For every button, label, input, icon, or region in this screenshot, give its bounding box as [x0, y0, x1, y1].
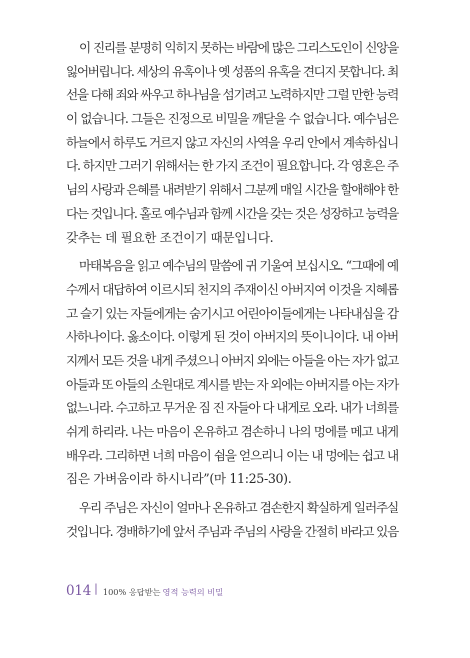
paragraph-3	[66, 496, 398, 543]
paragraph-2	[66, 254, 398, 491]
body-text	[66, 36, 398, 543]
text-line: 고 슬기 있는 자들에게는 숨기시고 어린아이들에게는 나타내심을 감	[66, 305, 398, 321]
text-line: 수께서 대답하여 이르시되 천지의 주재이신 아버지여 이것을 지혜롭	[66, 281, 398, 297]
text-line: 우리 주님은 자신이 얼마나 온유하고 겸손한지 확실하게 일러주실	[79, 500, 398, 516]
text-line: 님의 사랑과 은혜를 내려받기 위해서 그분께 매일 시간을 할애해야 한	[66, 182, 398, 198]
paragraph-1	[66, 36, 398, 249]
text-line: 선을 다해 죄와 싸우고 하나님을 섬기려고 노력하지만 그럴 만한 능력	[66, 87, 398, 103]
text-line: 하늘에서 하루도 거르지 않고 자신의 사역을 우리 안에서 계속하십니	[66, 134, 398, 150]
text-line: 쉬게 하리라. 나는 마음이 온유하고 겸손하니 나의 멍에를 메고 내게	[66, 424, 398, 439]
text-line: 없느니라. 수고하고 무거운 짐 진 자들아 다 내게로 오라. 내가 너희를	[66, 400, 398, 416]
text-line: 이 없습니다. 그들은 진정으로 비밀을 깨닫을 수 없습니다. 예수님은	[66, 111, 398, 127]
text-line: 지께서 모든 것을 내게 주셨으니 아버지 외에는 아들을 아는 자가 없고	[66, 352, 398, 368]
text-line: 마태복음을 읽고 예수님의 말씀에 귀 기울여 보십시오. “그때에 예	[79, 258, 398, 274]
text-line: 이 진리를 분명히 익히지 못하는 바람에 많은 그리스도인이 신앙을	[79, 40, 398, 55]
text-line: 사하나이다. 옳소이다. 이렇게 된 것이 아버지의 뜻이니이다. 내 아버	[66, 329, 398, 345]
text-line: 다는 것입니다. 홀로 예수님과 함께 시간을 갖는 것은 성장하고 능력을	[66, 205, 398, 221]
page-footer	[66, 583, 223, 599]
text-line: 것입니다. 경배하기에 앞서 주님과 주님의 사랑을 간절히 바라고 있음	[66, 523, 398, 539]
running-title: 영적 능력의 비밀	[162, 587, 224, 597]
page-number: 014	[66, 583, 92, 599]
text-line: 잃어버립니다. 세상의 유혹이나 옛 성품의 유혹을 견디지 못합니다. 최	[66, 63, 398, 79]
text-line: 다. 하지만 그러기 위해서는 한 가지 조건이 필요합니다. 각 영혼은 주	[66, 158, 398, 174]
text-line: 짐은 가벼움이라 하시니라”(마 11:25-30).	[66, 471, 292, 487]
text-line: 갖추는 데 필요한 조건이기 때문입니다.	[66, 229, 274, 245]
running-title-prefix: 100% 응답받는	[102, 587, 161, 597]
text-line: 배우라. 그리하면 너희 마음이 쉼을 얻으리니 이는 내 멍에는 쉽고 내	[66, 447, 398, 463]
footer-divider: |	[94, 582, 98, 595]
text-line: 아들과 또 아들의 소원대로 계시를 받는 자 외에는 아버지를 아는 자가	[66, 376, 398, 392]
